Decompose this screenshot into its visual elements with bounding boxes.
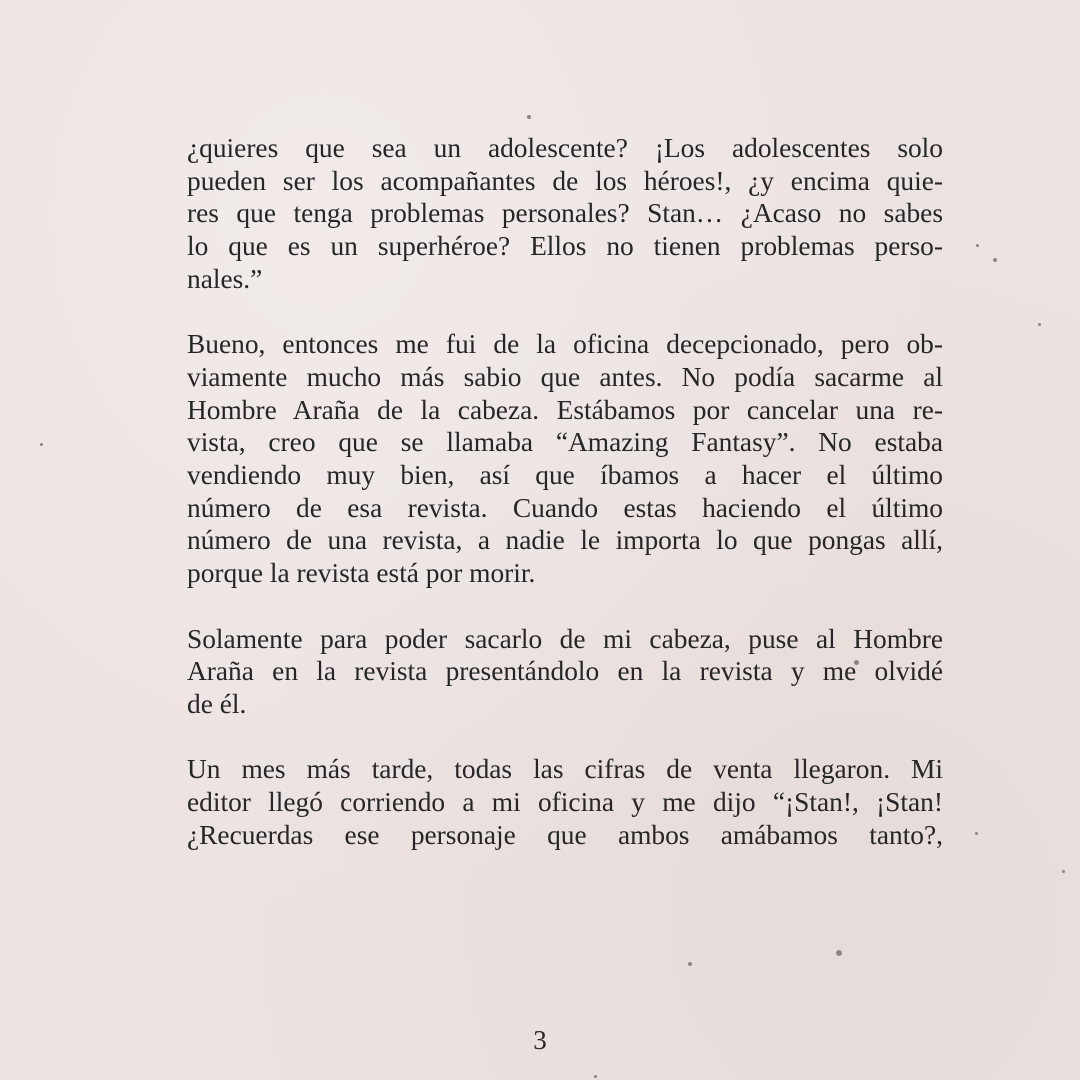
paragraph-4: [187, 753, 943, 851]
text-line: pueden ser los acompañantes de los héroes!, ¿y encima quie-: [187, 165, 943, 196]
text-line: de él.: [187, 688, 247, 719]
paragraph-gap: [187, 721, 943, 754]
text-line: lo que es un superhéroe? Ellos no tienen problemas perso-: [187, 231, 943, 262]
text-line: vista, creo que se llamaba “Amazing Fantasy”. No estaba: [187, 427, 943, 458]
text-line: ¿Recuerdas ese personaje que ambos amábamos tanto?,: [187, 819, 943, 850]
text-line: Solamente para poder sacarlo de mi cabeza, puse al Hombre: [187, 623, 943, 654]
paragraph-gap: [187, 590, 943, 623]
text-line: Hombre Araña de la cabeza. Estábamos por cancelar una re-: [187, 394, 943, 425]
text-line: Un mes más tarde, todas las cifras de venta llegaron. Mi: [187, 754, 943, 785]
paragraph-1: [187, 132, 943, 296]
text-line: res que tenga problemas personales? Stan… ¿Acaso no sabes: [187, 198, 943, 229]
text-line: ¿quieres que sea un adolescente? ¡Los adolescentes solo: [187, 133, 943, 163]
text-line: porque la revista está por morir.: [187, 558, 536, 589]
text-line: viamente mucho más sabio que antes. No podía sacarme al: [187, 361, 943, 392]
paper-speck: [976, 244, 979, 247]
text-line: vendiendo muy bien, así que íbamos a hacer el último: [187, 460, 943, 491]
paper-speck: [594, 1075, 597, 1078]
text-line: número de esa revista. Cuando estas haciendo el último: [187, 492, 943, 523]
text-line: nales.”: [187, 263, 263, 294]
paper-speck: [836, 950, 842, 956]
text-line: Araña en la revista presentándolo en la revista y me olvidé: [187, 656, 943, 687]
text-line: editor llegó corriendo a mi oficina y me dijo “¡Stan!, ¡Stan!: [187, 787, 943, 818]
paragraph-gap: [187, 296, 943, 329]
paper-speck: [688, 962, 692, 966]
paragraph-2: [187, 328, 943, 590]
paper-speck: [993, 258, 997, 262]
body-text: [187, 132, 943, 851]
paper-speck: [527, 115, 531, 119]
text-line: número de una revista, a nadie le importa lo que pongas allí,: [187, 525, 943, 556]
paper-speck: [975, 832, 978, 835]
paper-speck: [40, 443, 43, 446]
paper-speck: [1062, 870, 1065, 873]
text-line: Bueno, entonces me fui de la oficina decepcionado, pero ob-: [187, 329, 943, 360]
paragraph-3: [187, 623, 943, 721]
paper-speck: [1038, 323, 1041, 326]
page-number: 3: [533, 1025, 547, 1055]
